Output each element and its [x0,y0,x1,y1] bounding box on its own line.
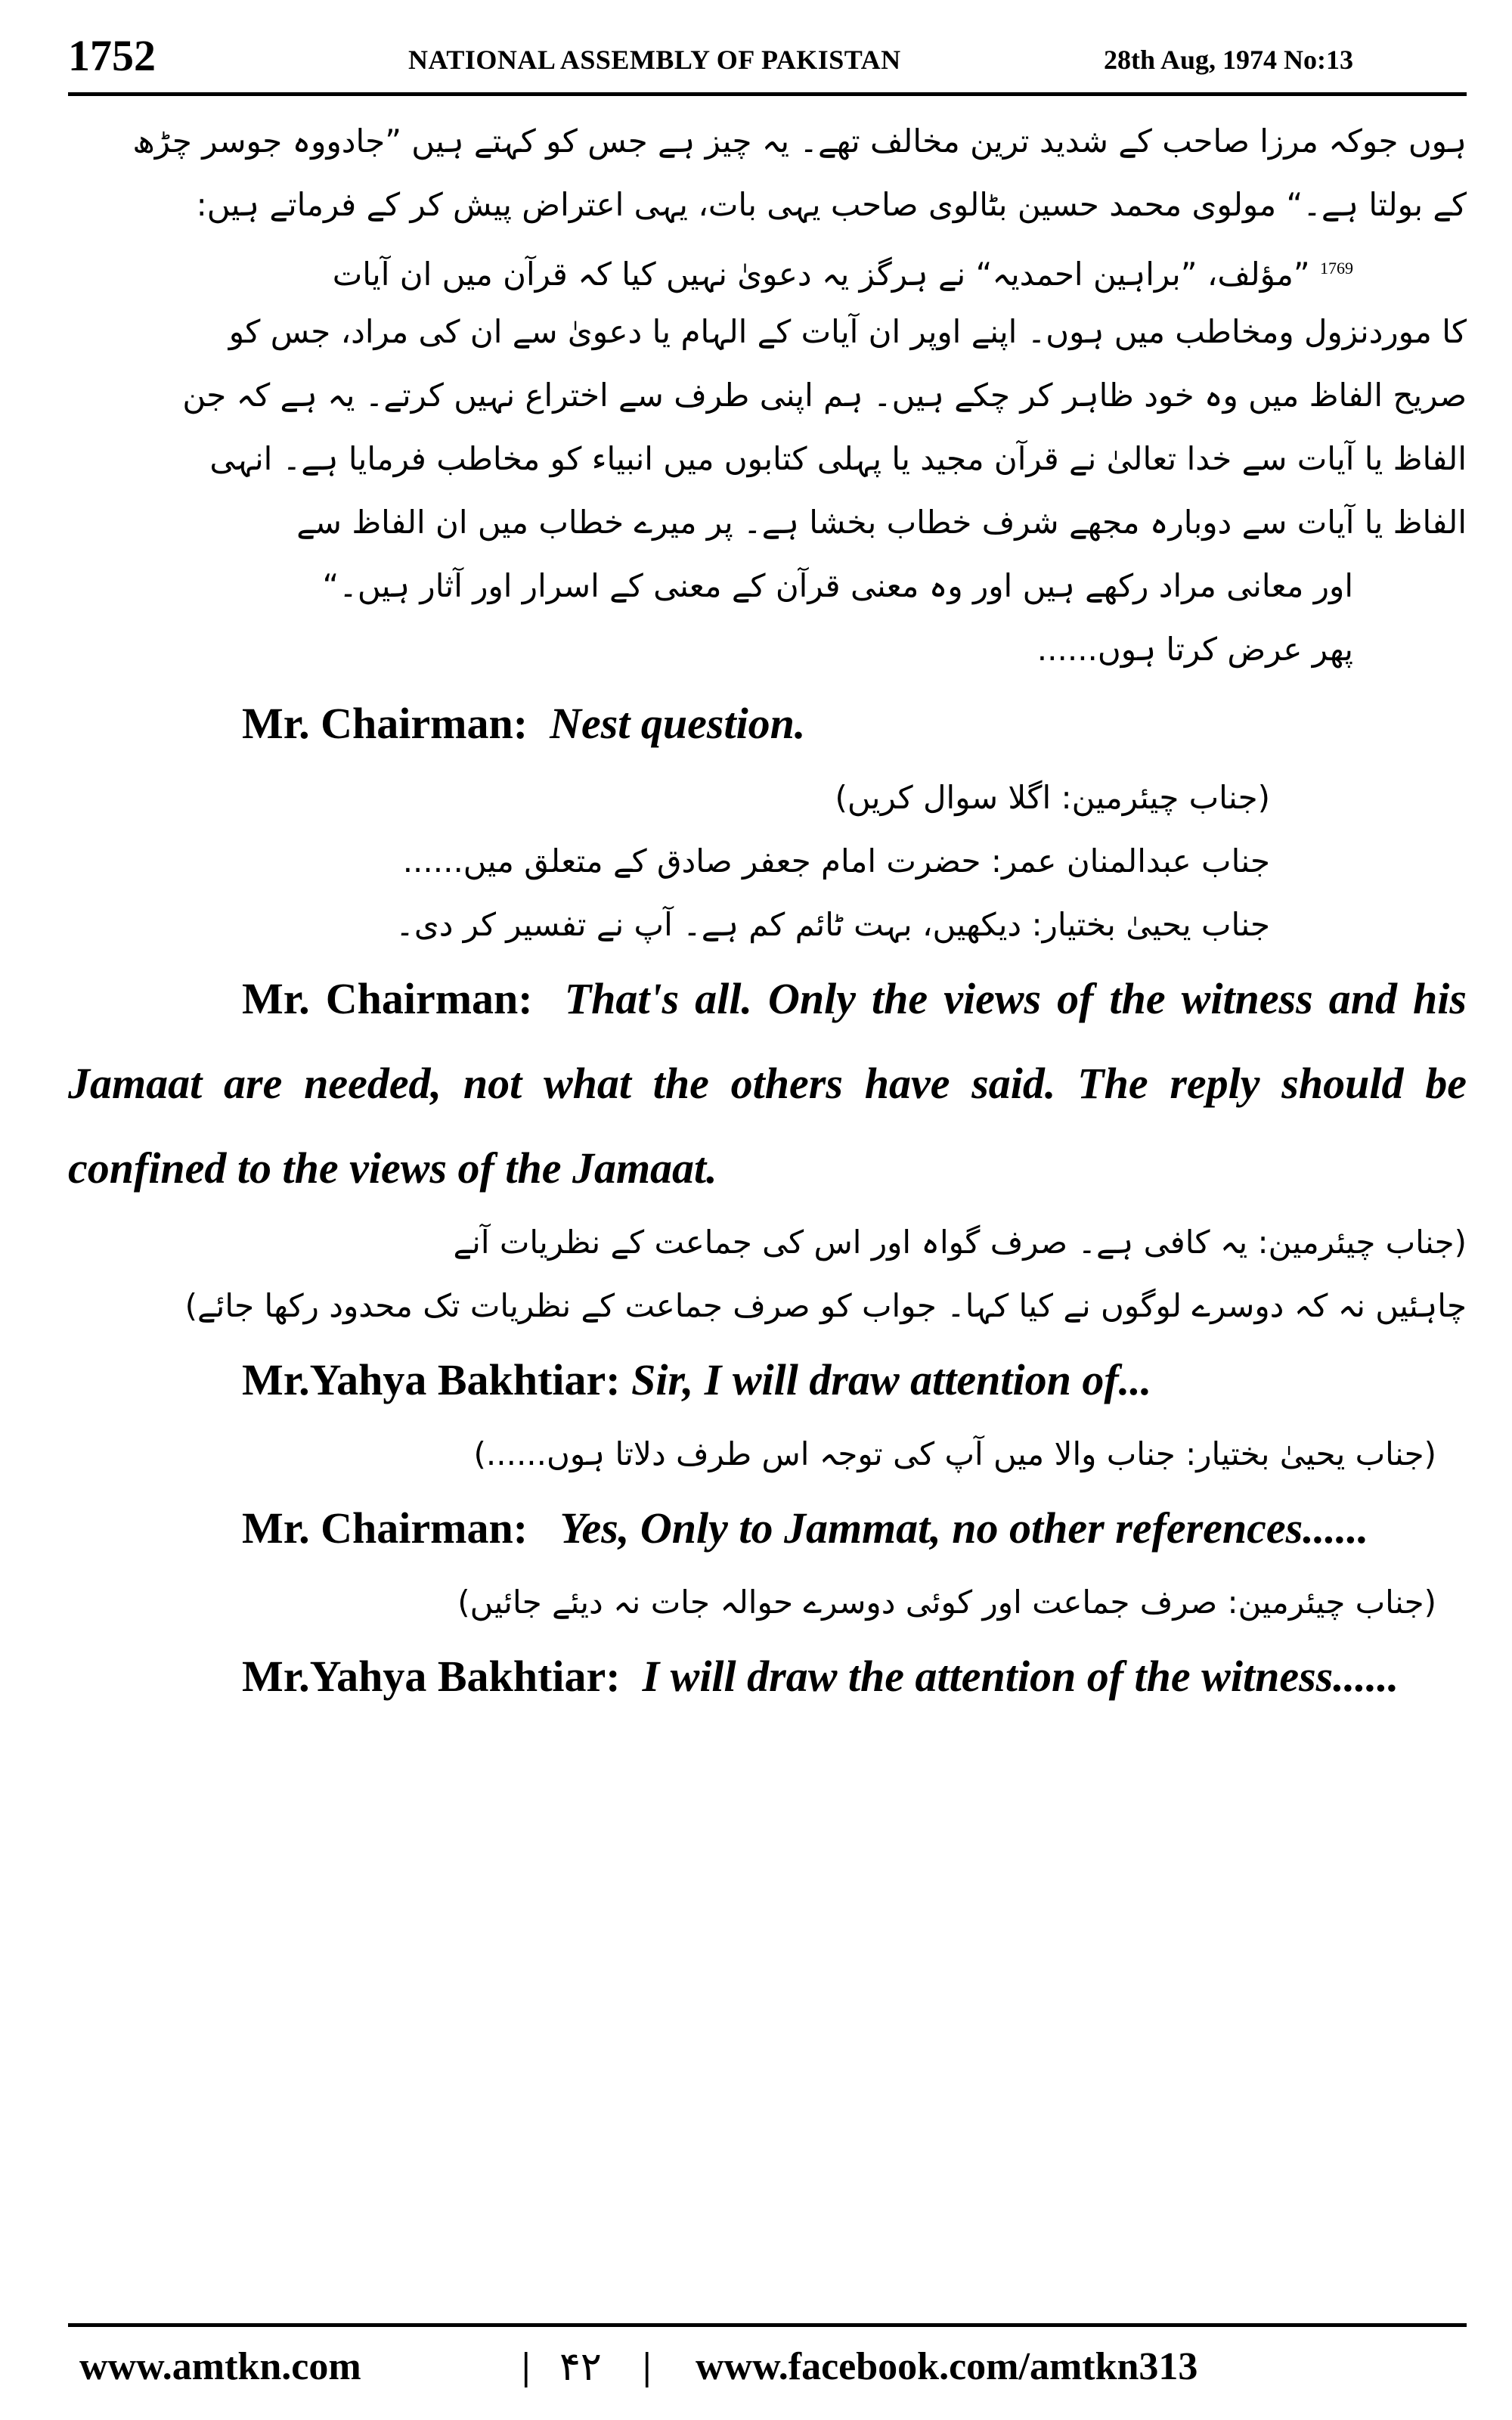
speaker-label: Mr.Yahya Bakhtiar: [242,1355,621,1404]
abdul-mannan-remark-urdu: جناب عبدالمنان عمر: حضرت امام جعفر صادق کے متعلق میں...... [402,842,1270,880]
chairman-remark-2-urdu-line-2: چاہئیں نہ کہ دوسرے لوگوں نے کیا کہا۔ جواب کو صرف جماعت کے نظریات تک محدود رکھا جائے) [184,1287,1467,1324]
quote-line-4: کا موردنزول ومخاطب میں ہوں۔ اپنے اوپر ان آیات کے الہام یا دعویٰ سے ان کی مراد، جس کو [228,313,1467,350]
speaker-label: Mr. Chairman: [242,1503,528,1553]
page-content [68,110,1467,1719]
remark-text: Yes, Only to Jammat, no other references...... [559,1503,1369,1553]
chairman-remark-1-urdu: (جناب چیئرمین: اگلا سوال کریں) [835,779,1270,816]
quote-closing: پھر عرض کرتا ہوں...... [1036,631,1353,668]
footer-separator: | [643,2345,652,2388]
speaker-label: Mr. Chairman: [242,974,533,1023]
footer-separator: | [522,2345,531,2388]
remark-text: Sir, I will draw attention of... [631,1355,1152,1404]
header-date: 28th Aug, 1974 No:13 [1104,45,1354,75]
quote-line-1: ہوں جوکہ مرزا صاحب کے شدید ترین مخالف تھے۔ یہ چیز ہے جس کو کہتے ہیں ”جادووہ جوسر چڑھ [132,123,1467,160]
chairman-remark-2 [68,957,1467,1211]
page-header [68,30,1467,98]
remark-text: That's all. Only the views of the witness and his Jamaat are needed, not what the others have said. The reply should be confined to the views of the Jamaat. [68,974,1467,1193]
remark-text: I will draw the attention of the witness...... [642,1652,1399,1701]
quote-line-8: اور معانی مراد رکھے ہیں اور وہ معنی قرآن کے معنی کے اسرار اور آثار ہیں۔“ [322,567,1353,604]
quote-line-7: الفاظ یا آیات سے دوبارہ مجھے شرف خطاب بخشا ہے۔ پر میرے خطاب میں ان الفاظ سے [296,504,1467,541]
chairman-remark-2-urdu-line-1: (جناب چیئرمین: یہ کافی ہے۔ صرف گواہ اور اس کی جماعت کے نظریات آنے [453,1224,1467,1261]
facebook-link[interactable]: www.facebook.com/amtkn313 [696,2345,1198,2388]
chairman-remark-3-urdu: (جناب چیئرمین: صرف جماعت اور کوئی دوسرے حوالہ جات نہ دیئے جائیں) [457,1584,1436,1621]
chairman-remark-3 [68,1486,1467,1571]
urdu-page-number: ۴۲ [559,2344,602,2390]
yahya-remark-1-urdu: (جناب یحییٰ بختیار: جناب والا میں آپ کی توجہ اس طرف دلاتا ہوں......) [473,1435,1436,1472]
speaker-label: Mr.Yahya Bakhtiar: [242,1652,621,1701]
remark-text: Nest question. [550,699,806,748]
quote-line-3-text: ”مؤلف، ”براہین احمدیہ“ نے ہرگز یہ دعویٰ نہیں کیا کہ قرآن میں ان آیات [332,256,1310,293]
quote-line-5: صریح الفاظ میں وہ خود ظاہر کر چکے ہیں۔ ہم اپنی طرف سے اختراع نہیں کرتے۔ یہ ہے کہ جن [182,377,1467,414]
chairman-remark-1 [68,681,1467,766]
footnote-ref: 1769 [1320,259,1353,278]
page-number: 1752 [68,31,156,80]
header-rule [68,92,1467,96]
footer-rule [68,2323,1467,2327]
quote-line-3 [68,237,1467,300]
urdu-quote-block [68,110,1467,681]
page-footer [68,2341,1467,2401]
quote-line-6: الفاظ یا آیات سے خدا تعالیٰ نے قرآن مجید یا پہلی کتابوں میں انبیاء کو مخاطب فرمایا ہے۔ انہی [209,440,1467,477]
yahya-remark-1-urdu: جناب یحییٰ بختیار: دیکھیں، بہت ٹائم کم ہے۔ آپ نے تفسیر کر دی۔ [395,906,1270,943]
header-title: NATIONAL ASSEMBLY OF PAKISTAN [408,45,901,75]
website-link[interactable]: www.amtkn.com [79,2345,361,2388]
quote-line-2: کے بولتا ہے۔“ مولوی محمد حسین بٹالوی صاحب یہی بات، یہی اعتراض پیش کر کے فرماتے ہیں: [196,186,1467,223]
speaker-label: Mr. Chairman: [242,699,528,748]
yahya-remark-2 [68,1634,1467,1719]
yahya-remark-1 [68,1338,1467,1423]
